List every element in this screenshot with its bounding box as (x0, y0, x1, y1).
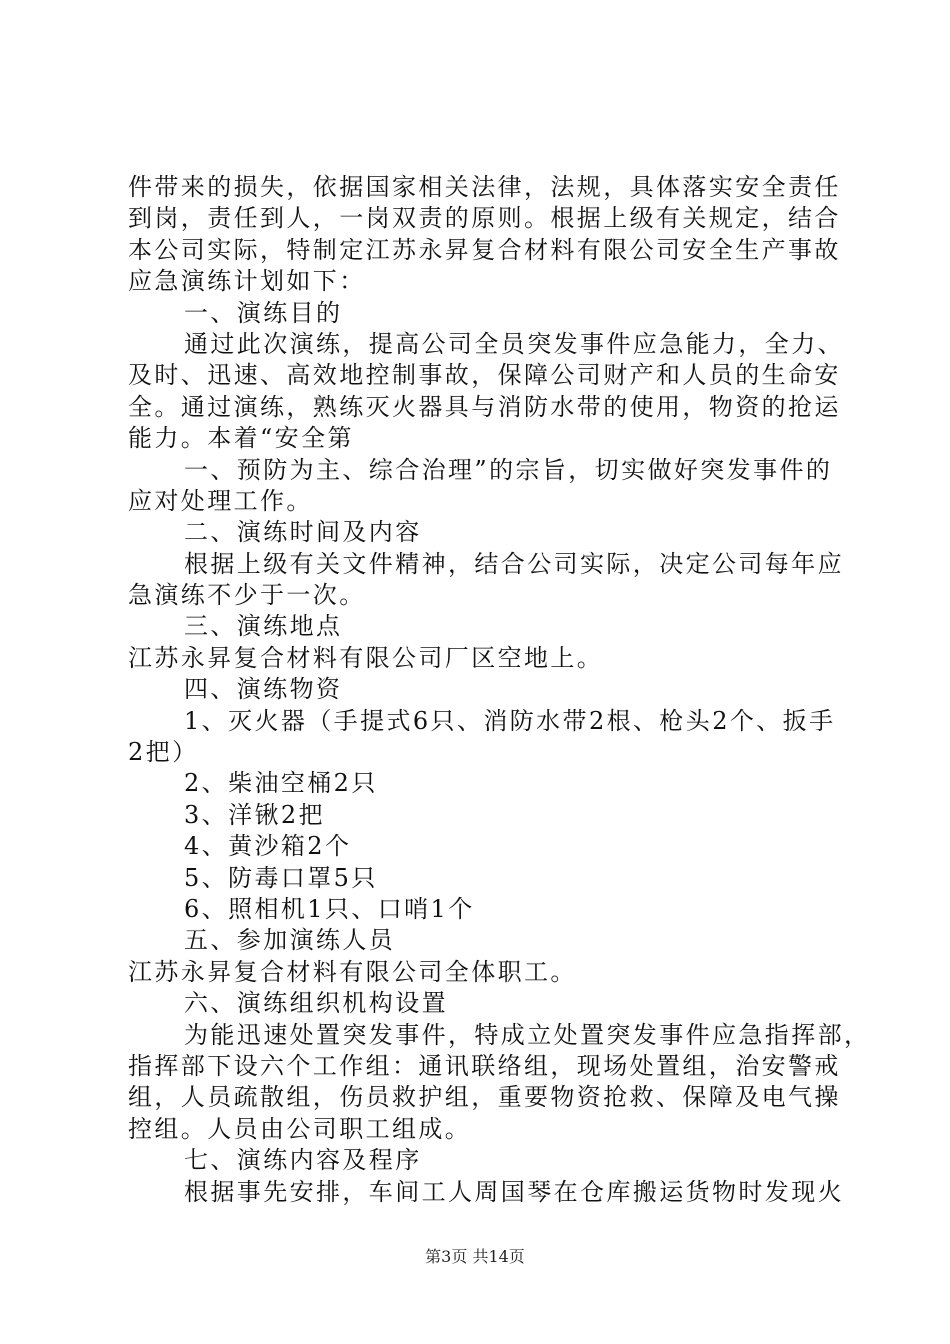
section-heading-purpose: 一、演练目的 (184, 298, 343, 327)
text-line: 根据事先安排，车间工人周国琴在仓库搬运货物时发现火 (184, 1177, 844, 1206)
list-item: 2、柴油空桶2只 (184, 769, 378, 798)
text-line: 能力。本着“安全第 (128, 424, 354, 453)
text-line: 根据上级有关文件精神，结合公司实际，决定公司每年应 (184, 549, 844, 578)
section-heading-organization: 六、演练组织机构设置 (184, 989, 448, 1018)
text-line: 组，人员疏散组，伤员救护组，重要物资抢救、保障及电气操 (128, 1083, 841, 1112)
text-line: 指挥部下设六个工作组：通讯联络组，现场处置组，治安警戒 (128, 1051, 841, 1080)
text-line: 件带来的损失，依据国家相关法律，法规，具体落实安全责任 (128, 173, 841, 201)
text-line: 2把） (128, 738, 199, 767)
text-line: 通过此次演练，提高公司全员突发事件应急能力，全力、 (184, 329, 844, 358)
text-line: 一、预防为主、综合治理”的宗旨，切实做好突发事件的 (184, 455, 833, 484)
text-line: 及时、迅速、高效地控制事故，保障公司财产和人员的生命安 (128, 361, 841, 390)
text-line: 为能迅速处置突发事件，特成立处置突发事件应急指挥部， (184, 1020, 871, 1049)
document-body (128, 172, 871, 1208)
section-heading-time: 二、演练时间及内容 (184, 518, 422, 547)
text-line: 本公司实际，特制定江苏永昇复合材料有限公司安全生产事故 (128, 235, 841, 264)
list-item: 1、灭火器（手提式6只、消防水带2根、枪头2个、扳手 (184, 706, 836, 735)
list-item: 6、照相机1只、口哨1个 (184, 894, 475, 923)
section-heading-participants: 五、参加演练人员 (184, 926, 396, 955)
text-line: 应对处理工作。 (128, 486, 313, 515)
section-heading-procedure: 七、演练内容及程序 (184, 1146, 422, 1175)
section-heading-materials: 四、演练物资 (184, 675, 343, 704)
text-line: 控组。人员由公司职工组成。 (128, 1114, 472, 1143)
list-item: 3、洋锹2把 (184, 800, 325, 829)
text-line: 全。通过演练，熟练灭火器具与消防水带的使用，物资的抢运 (128, 392, 841, 421)
text-line: 江苏永昇复合材料有限公司厂区空地上。 (128, 643, 604, 672)
list-item: 5、防毒口罩5只 (184, 863, 378, 892)
section-heading-location: 三、演练地点 (184, 612, 343, 641)
list-item: 4、黄沙箱2个 (184, 832, 352, 861)
text-line: 急演练不少于一次。 (128, 581, 366, 610)
page-number-footer: 第3页 共14页 (425, 1247, 525, 1266)
text-line: 应急演练计划如下： (128, 267, 366, 296)
text-line: 到岗，责任到人，一岗双责的原则。根据上级有关规定，结合 (128, 204, 841, 233)
text-line: 江苏永昇复合材料有限公司全体职工。 (128, 957, 577, 986)
